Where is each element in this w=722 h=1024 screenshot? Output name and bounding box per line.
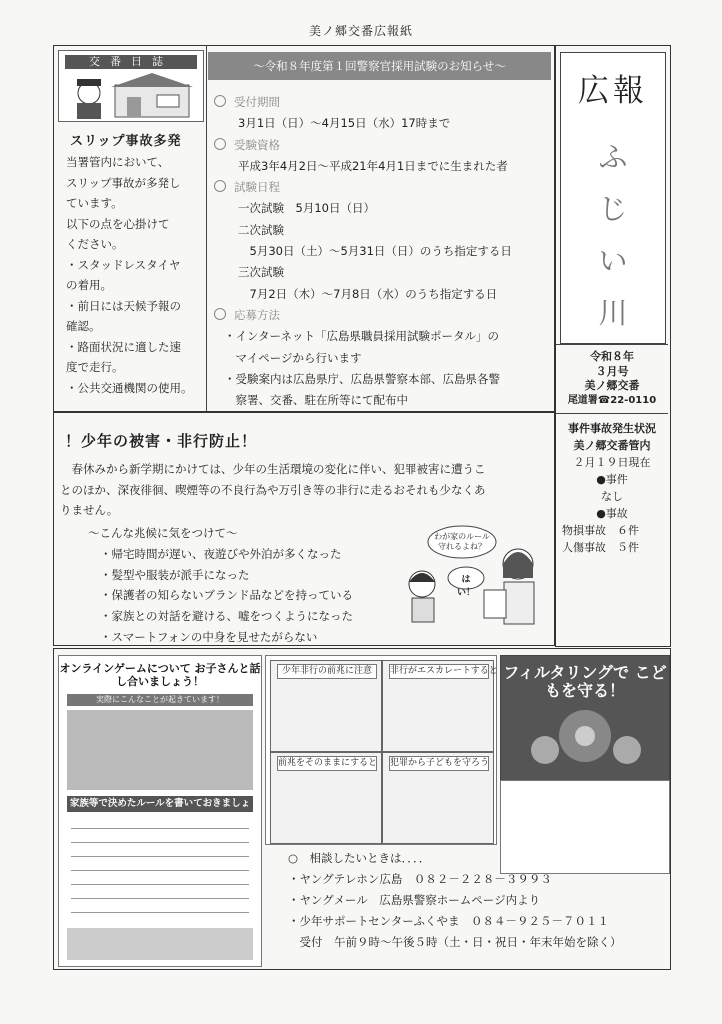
koban-diary-banner: 交番日誌 bbox=[65, 55, 197, 69]
property-damage: 物損事故 ６件 bbox=[562, 524, 639, 537]
exam-line: 二次試験 bbox=[238, 222, 284, 237]
slip-line: ・路面状況に適した速 bbox=[66, 339, 181, 354]
child-speech: はい！ bbox=[456, 575, 475, 598]
exam-line: 三次試験 bbox=[238, 265, 284, 280]
comic-panels bbox=[265, 655, 497, 845]
injury-accident: 人傷事故 ５件 bbox=[562, 541, 639, 554]
family-rule-heading: 家族等で決めたルールを書いておきましょう！ bbox=[67, 796, 253, 812]
masthead-title: 広報 bbox=[578, 73, 648, 109]
comic-panel bbox=[382, 660, 498, 752]
slip-line: ・公共交通機関の使用。 bbox=[66, 380, 193, 395]
incident-stats bbox=[562, 420, 682, 556]
juvenile-title: ！少年の被害・非行防止！ bbox=[65, 432, 258, 450]
filtering-poster bbox=[500, 655, 670, 782]
signs-heading: ～こんな兆候に気をつけて～ bbox=[88, 526, 238, 540]
comic-panel bbox=[382, 752, 494, 844]
masthead-subtitle-char: 川 bbox=[598, 296, 628, 330]
exam-line: 3月1日（日）～4月15日（水）17時まで bbox=[238, 116, 451, 131]
masthead-subtitle-char: ふ bbox=[598, 140, 628, 174]
slip-line: ・スタッドレスタイヤ bbox=[66, 257, 181, 272]
juvenile-line: 春休みから新学期にかけては、少年の生活環境の変化に伴い、犯罪被害に遭うこ bbox=[60, 462, 486, 476]
game-poster-subtitle-band bbox=[67, 694, 253, 706]
exam-line: ・受験案内は広島県庁、広島県警察本部、広島県各警 bbox=[224, 371, 500, 386]
crime-value: なし bbox=[601, 490, 623, 503]
exam-line: 5月30日（土）～5月31日（日）のうち指定する日 bbox=[238, 244, 512, 259]
slip-line: 度で走行。 bbox=[66, 360, 124, 374]
sign-item: ・髪型や服装が派手になった bbox=[100, 567, 250, 582]
comic-panel bbox=[270, 752, 382, 844]
warning-signs bbox=[100, 544, 353, 648]
issue-line: 尾道署☎22-0110 bbox=[567, 394, 657, 406]
comic-caption: 犯罪から子どもを守ろう bbox=[389, 756, 489, 771]
mascot-icon bbox=[515, 704, 655, 776]
consult-line: 受付 午前９時～午後５時（土・日・祝日・年末年始を除く） bbox=[288, 935, 622, 949]
game-poster-title: オンラインゲームについて お子さんと話し合いましょう！ bbox=[59, 662, 261, 688]
crime-label: ●事件 bbox=[596, 473, 628, 486]
exam-line: マイページから行います bbox=[224, 350, 362, 365]
game-poster-subtitle: 実際にこんなことが起きています！ bbox=[96, 695, 224, 704]
accident-label: ●事故 bbox=[596, 507, 628, 520]
koban-diary-header bbox=[58, 50, 204, 122]
exam-line: 一次試験 5月10日（日） bbox=[238, 201, 375, 216]
comic-caption: 非行がエスカレートすると bbox=[389, 664, 489, 679]
filtering-poster-title: フィルタリングで こどもを守る！ bbox=[503, 663, 667, 700]
exam-label: 受験資格 bbox=[234, 137, 280, 152]
circle-bullet-icon bbox=[214, 95, 226, 107]
stats-area: 美ノ郷交番管内 bbox=[573, 439, 651, 452]
comic-caption: 少年非行の前兆に注意 bbox=[277, 664, 377, 679]
slip-line: 当署管内において、 bbox=[66, 155, 170, 169]
paper-title: 美ノ郷交番広報紙 bbox=[308, 24, 413, 38]
circle-bullet-icon bbox=[214, 138, 226, 150]
consultation-info bbox=[288, 848, 688, 953]
mother-child-illustration bbox=[400, 520, 550, 628]
issue-line: 美ノ郷交番 bbox=[584, 379, 640, 392]
game-poster-image bbox=[67, 710, 253, 790]
juvenile-line: りません。 bbox=[60, 503, 119, 517]
slip-line: 以下の点を心掛けて bbox=[66, 216, 170, 231]
consult-line: ・ヤングメール 広島県警察ホームページ内より bbox=[288, 893, 541, 907]
comic-panel bbox=[270, 660, 382, 752]
exam-label: 受付期間 bbox=[234, 95, 280, 109]
mother-speech: わが家のルール守れるよね？ bbox=[434, 532, 490, 551]
slip-line: ・前日には天候予報の bbox=[66, 298, 181, 313]
stats-date: ２月１９日現在 bbox=[573, 456, 651, 469]
masthead-subtitle-char: い bbox=[598, 244, 628, 278]
slip-line: ください。 bbox=[66, 237, 124, 251]
slip-accident-body bbox=[66, 152, 202, 398]
sign-item: ・家族との対話を避ける、嘘をつくようになった bbox=[100, 609, 353, 624]
exam-line: 察署、交番、駐在所等にて配布中 bbox=[224, 393, 408, 408]
stats-heading: 事件事故発生状況 bbox=[568, 422, 656, 435]
rule-write-lines bbox=[71, 818, 249, 923]
right-divider bbox=[556, 344, 668, 345]
juvenile-body bbox=[60, 459, 550, 521]
sign-item: ・保護者の知らないブランド品などを持っている bbox=[100, 588, 353, 603]
slip-line: の着用。 bbox=[66, 278, 112, 292]
slip-line: ています。 bbox=[66, 196, 123, 210]
exam-line: 7月2日（木）～7月8日（水）のうち指定する日 bbox=[238, 286, 498, 301]
game-poster-footer bbox=[67, 928, 253, 960]
police-officer-icon bbox=[67, 71, 195, 119]
column-divider bbox=[206, 45, 207, 411]
circle-bullet-icon bbox=[214, 180, 226, 192]
exam-line: 平成3年4月2日～平成21年4月1日までに生まれた者 bbox=[238, 158, 508, 173]
issue-line: 令和８年 bbox=[590, 350, 634, 363]
masthead bbox=[560, 52, 666, 344]
exam-details bbox=[214, 92, 554, 411]
issue-line: ３月号 bbox=[595, 364, 629, 378]
comic-caption: 前兆をそのままにすると bbox=[277, 756, 377, 771]
exam-label: 応募方法 bbox=[234, 307, 280, 322]
circle-bullet-icon bbox=[214, 308, 226, 320]
slip-line: スリップ事故が多発し bbox=[66, 175, 181, 190]
slip-accident-title: スリップ事故多発 bbox=[70, 134, 182, 149]
masthead-subtitle-char: じ bbox=[598, 192, 628, 226]
consult-heading: ○ 相談したいときは．．．． bbox=[288, 851, 431, 865]
consult-line: ・ヤングテレホン広島 ０８２－２２８－３９９３ bbox=[288, 872, 552, 886]
issue-info bbox=[562, 350, 662, 408]
juvenile-line: とのほか、深夜徘徊、喫煙等の不良行為や万引き等の非行に走るおそれも少なくあ bbox=[60, 482, 486, 497]
exam-label: 試験日程 bbox=[234, 180, 280, 195]
exam-line: ・インターネット「広島県職員採用試験ポータル」の bbox=[224, 329, 499, 344]
consult-line: ・少年サポートセンターふくやま ０８４－９２５－７０１１ bbox=[288, 914, 609, 928]
right-divider-2 bbox=[556, 413, 668, 414]
exam-heading: ～令和８年度第１回警察官採用試験のお知らせ～ bbox=[208, 52, 551, 80]
online-game-poster bbox=[58, 655, 262, 967]
masthead-subtitle bbox=[561, 131, 665, 339]
sign-item: ・帰宅時間が遅い、夜遊びや外泊が多くなった bbox=[100, 547, 342, 561]
slip-line: 確認。 bbox=[66, 319, 101, 333]
sign-item: ・スマートフォンの中身を見せたがらない bbox=[100, 629, 318, 644]
